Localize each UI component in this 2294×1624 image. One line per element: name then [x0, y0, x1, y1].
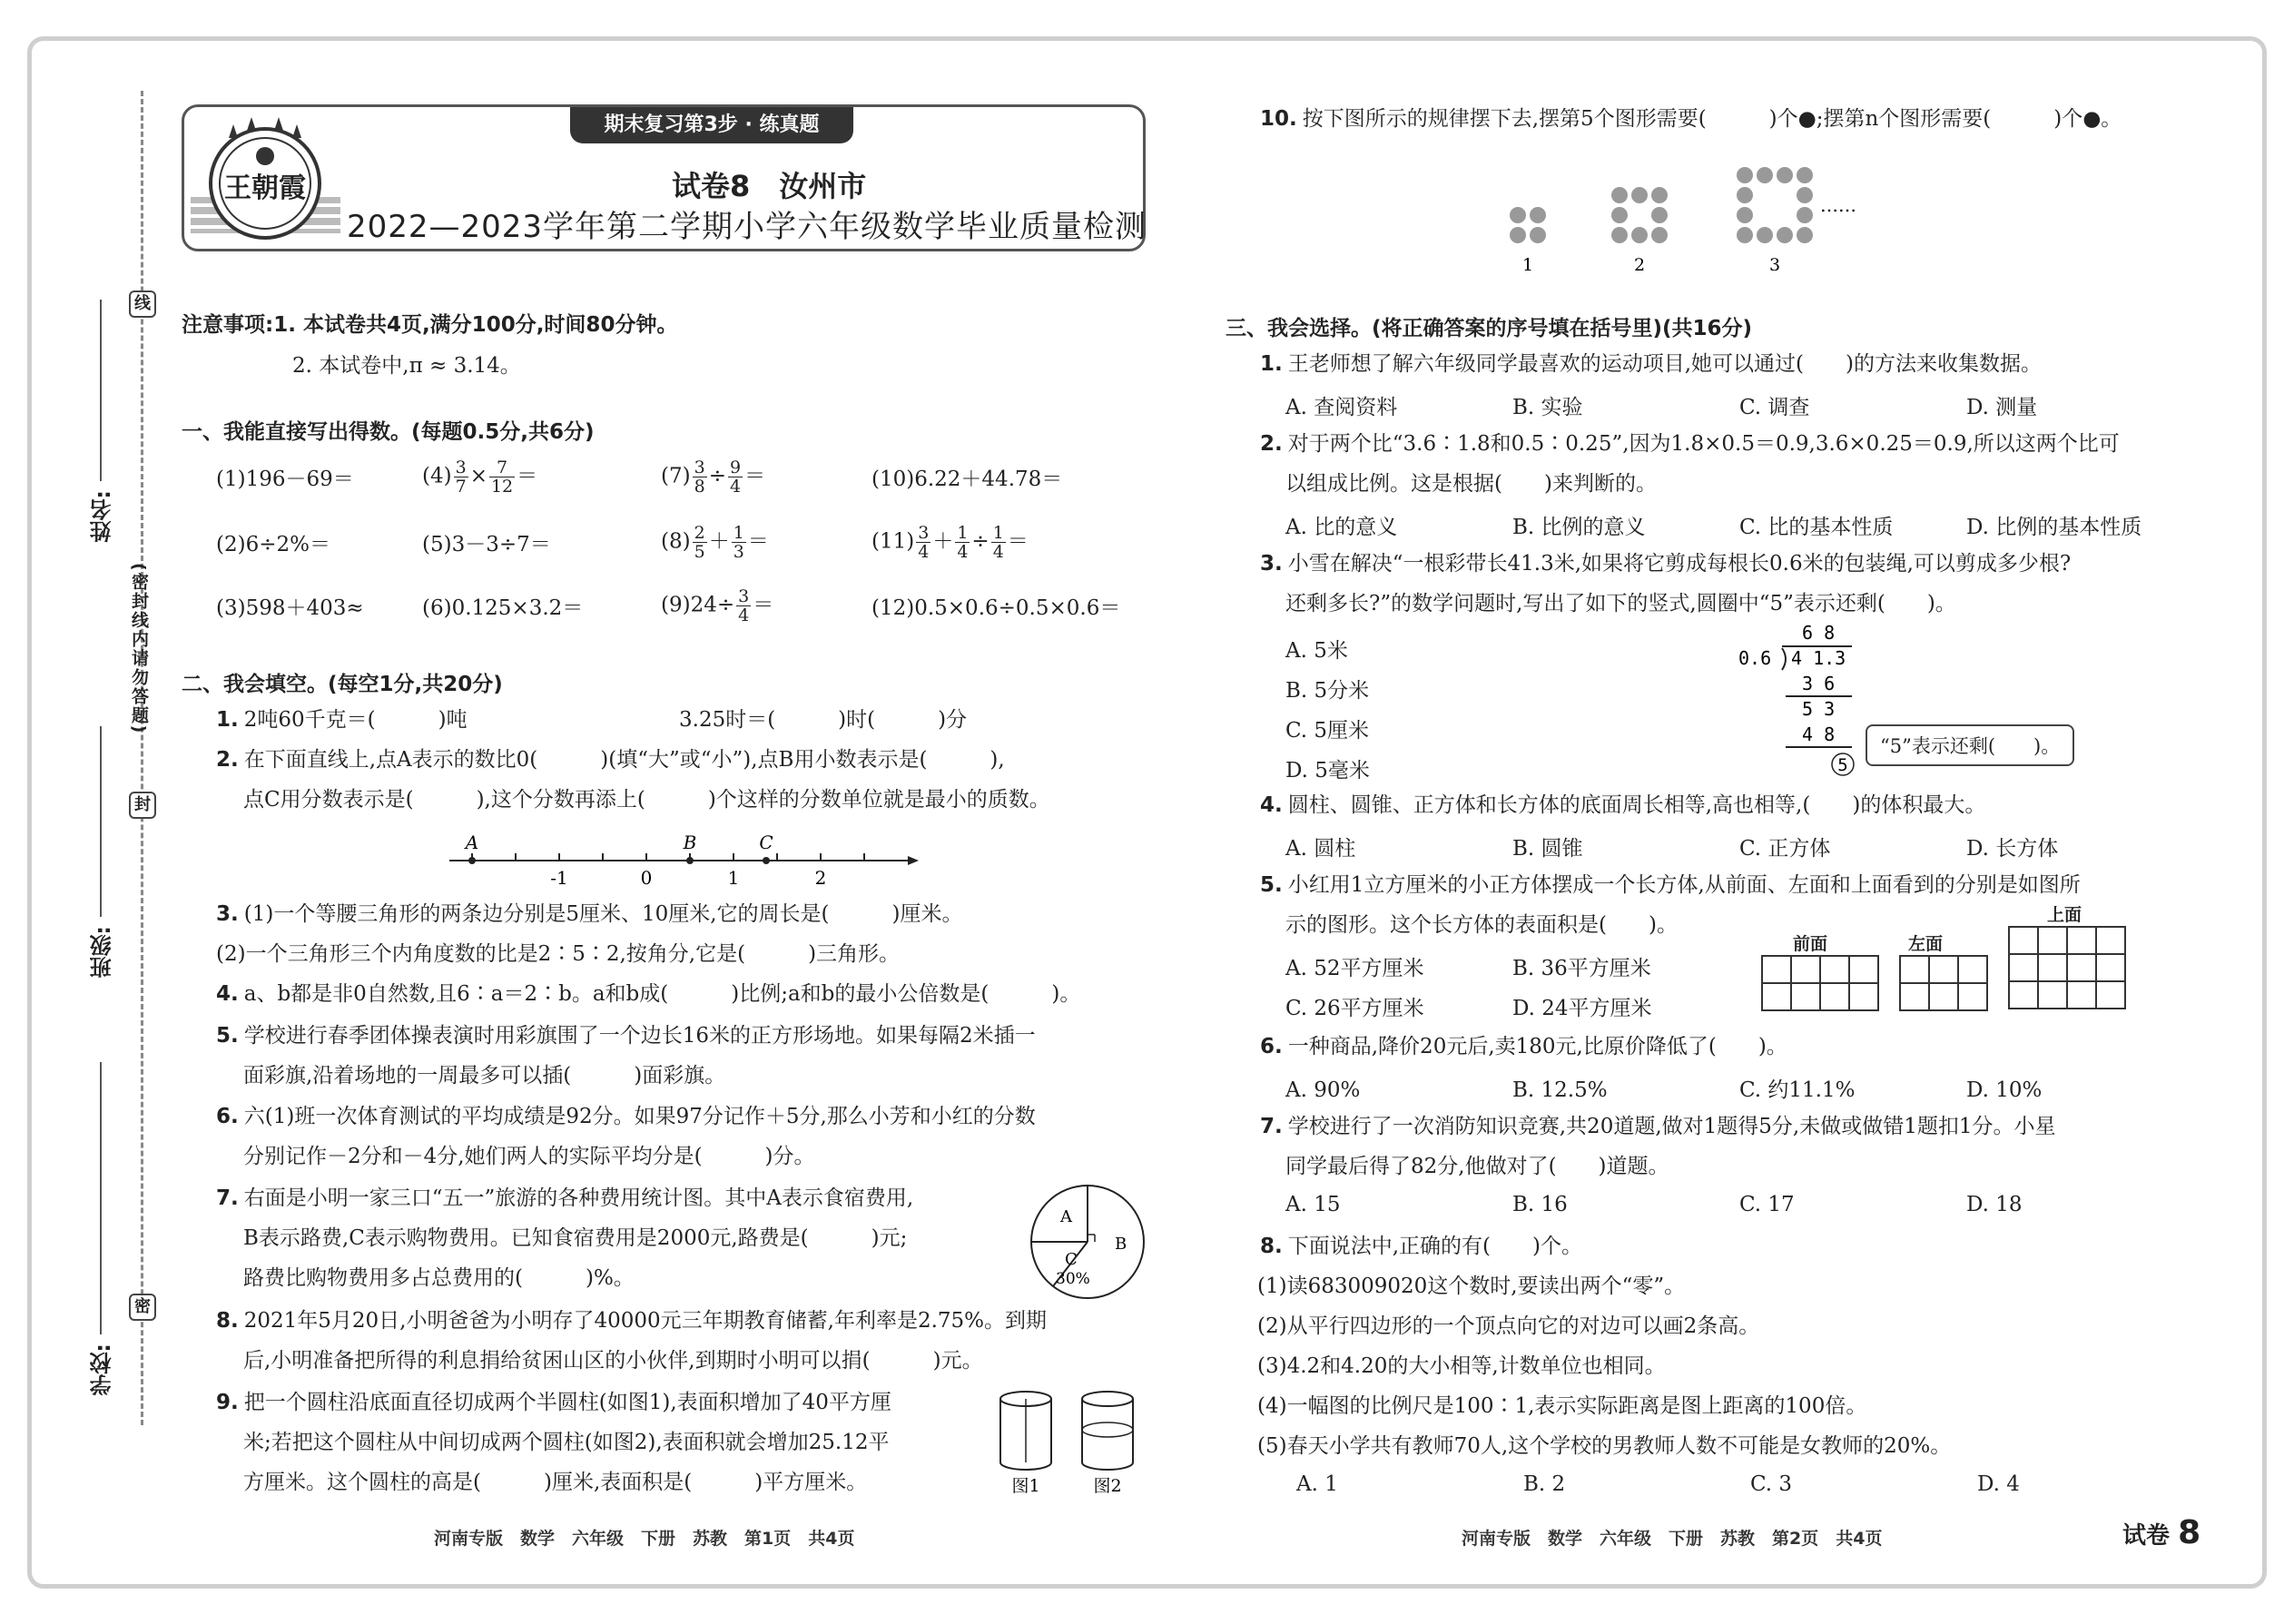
- choice-q1: 1. 王老师想了解六年级同学最喜欢的运动项目,她可以通过( )的方法来收集数据。: [1260, 352, 2043, 376]
- svg-text:0: 0: [640, 867, 653, 889]
- point-c: [763, 857, 770, 864]
- class-label: 班级:: [90, 926, 115, 979]
- choice-q3b: 还剩多长?”的数学问题时,写出了如下的竖式,圆圈中“5”表示还剩( )。: [1285, 592, 1956, 615]
- cylinder-figures: [989, 1384, 1153, 1502]
- view-left-grid: [1899, 955, 1988, 1011]
- svg-text:C: C: [759, 832, 773, 853]
- fill-q9c: 方厘米。这个圆柱的高是( )厘米,表面积是( )平方厘米。: [243, 1471, 868, 1494]
- choice-q2b: 以组成比例。这是根据( )来判断的。: [1285, 472, 1657, 496]
- choice-q7a: 7. 学校进行了一次消防知识竞赛,共20道题,做对1题得5分,未做或做错1题扣1分。小星: [1260, 1115, 2056, 1138]
- choice-q5-options-1: A. 52平方厘米 B. 36平方厘米: [1285, 957, 1651, 980]
- choice-q6-options: A. 90% B. 12.5% C. 约11.1% D. 10%: [1285, 1078, 2043, 1102]
- brand-logo: [186, 111, 345, 245]
- svg-text:B: B: [683, 832, 697, 853]
- statement-2: (2)从平行四边形的一个顶点向它的对边可以画2条高。: [1257, 1314, 1760, 1338]
- footer-right: 河南专版 数学 六年级 下册 苏教 第2页 共4页: [1462, 1529, 1883, 1549]
- class-field[interactable]: [100, 726, 102, 917]
- choice-q5a: 5. 小红用1立方厘米的小正方体摆成一个长方体,从前面、左面和上面看到的分别是如图所: [1260, 873, 2081, 897]
- calc-3: (3)598＋403≈: [216, 596, 364, 620]
- svg-text:5: 5: [1837, 755, 1848, 775]
- calc-12: (12)0.5×0.6÷0.5×0.6＝: [871, 596, 1121, 620]
- binding-mark-secret: 密: [129, 1294, 156, 1321]
- exam-badge: 试卷 8: [2122, 1514, 2201, 1551]
- school-label: 学校:: [90, 1343, 115, 1396]
- svg-text:3: 3: [1768, 255, 1781, 275]
- fill-q10: 10. 按下图所示的规律摆下去,摆第5个图形需要( )个●;摆第n个图形需要( )个●。: [1260, 107, 2122, 131]
- fill-q2b: 点C用分数表示是( ),这个分数再添上( )个这样的分数单位就是最小的质数。: [243, 788, 1050, 812]
- svg-text:1: 1: [1521, 255, 1534, 275]
- point-a: [468, 857, 476, 864]
- fill-q7c: 路费比购物费用多占总费用的( )%。: [243, 1266, 635, 1290]
- long-division: [1738, 619, 1875, 782]
- svg-text:30%: 30%: [1056, 1270, 1090, 1288]
- choice-q6: 6. 一种商品,降价20元后,卖180元,比原价降低了( )。: [1260, 1035, 1787, 1058]
- choice-q8: 8. 下面说法中,正确的有( )个。: [1260, 1235, 1583, 1258]
- calc-2: (2)6÷2%＝: [216, 533, 330, 556]
- svg-text:2: 2: [814, 867, 827, 889]
- view-front-label: 前面: [1793, 934, 1828, 954]
- svg-text:1: 1: [727, 867, 740, 889]
- name-field[interactable]: [100, 300, 102, 481]
- footer-left: 河南专版 数学 六年级 下册 苏教 第1页 共4页: [434, 1529, 855, 1549]
- remainder-callout: “5”表示还剩( )。: [1866, 724, 2074, 766]
- binding-note: (密封线内请勿答题): [129, 563, 149, 735]
- choice-q4-options: A. 圆柱 B. 圆锥 C. 正方体 D. 长方体: [1285, 837, 2059, 861]
- statement-3: (3)4.2和4.20的大小相等,计数单位也相同。: [1257, 1354, 1666, 1378]
- choice-q7b: 同学最后得了82分,他做对了( )道题。: [1285, 1155, 1669, 1178]
- number-line: [445, 826, 926, 890]
- section2-title: 二、我会填空。(每空1分,共20分): [182, 673, 503, 696]
- exam-title: 试卷8 汝州市: [672, 169, 867, 203]
- school-field[interactable]: [100, 1062, 102, 1334]
- svg-text:0.6: 0.6: [1738, 647, 1772, 669]
- pie-chart: [1024, 1178, 1151, 1305]
- view-left-label: 左面: [1908, 934, 1944, 954]
- fill-q4: 4. a、b都是非0自然数,且6∶a＝2∶b。a和b成( )比例;a和b的最小公倍数是( )。: [216, 982, 1081, 1006]
- fill-q9a: 9. 把一个圆柱沿底面直径切成两个半圆柱(如图1),表面积增加了40平方厘: [216, 1391, 891, 1414]
- choice-q3-options: A. 5米 B. 5分米 C. 5厘米 D. 5毫米: [1285, 639, 1370, 782]
- calc-9: (9)24÷ $\frac{3}{4}$ ＝: [661, 586, 774, 625]
- fill-q8b: 后,小明准备把所得的利息捐给贫困山区的小伙伴,到期时小明可以捐( )元。: [243, 1349, 983, 1373]
- name-label: 姓名:: [90, 490, 115, 543]
- view-front-grid: [1761, 955, 1879, 1011]
- fill-q1b: 3.25时＝( )时( )分: [679, 708, 968, 732]
- calc-10: (10)6.22＋44.78＝: [871, 468, 1063, 491]
- fill-q3a: 3. (1)一个等腰三角形的两条边分别是5厘米、10厘米,它的周长是( )厘米。: [216, 902, 963, 926]
- choice-q7-options: A. 15 B. 16 C. 17 D. 18: [1285, 1193, 2023, 1216]
- view-top-label: 上面: [2047, 905, 2082, 925]
- choice-q1-options: A. 查阅资料 B. 实验 C. 调查 D. 测量: [1285, 396, 2038, 419]
- svg-text:4 1.3: 4 1.3: [1791, 647, 1846, 669]
- calc-6: (6)0.125×3.2＝: [422, 596, 584, 620]
- section3-title: 三、我会选择。(将正确答案的序号填在括号里)(共16分): [1226, 317, 1753, 340]
- point-b: [686, 857, 694, 864]
- fill-q7a: 7. 右面是小明一家三口“五一”旅游的各种费用统计图。其中A表示食宿费用,: [216, 1186, 914, 1210]
- svg-text:……: ……: [1820, 194, 1856, 216]
- choice-q4: 4. 圆柱、圆锥、正方体和长方体的底面周长相等,高也相等,( )的体积最大。: [1260, 793, 1986, 817]
- step-tag: 期末复习第3步 · 练真题: [570, 107, 853, 143]
- binding-mark-seal: 封: [129, 792, 156, 819]
- fill-q9b: 米;若把这个圆柱从中间切成两个圆柱(如图2),表面积就会增加25.12平: [243, 1431, 890, 1454]
- exam-subtitle: 2022—2023学年第二学期小学六年级数学毕业质量检测: [347, 209, 1147, 245]
- statement-1: (1)读683009020这个数时,要读出两个“零”。: [1257, 1275, 1686, 1298]
- notice-line1: 注意事项:1. 本试卷共4页,满分100分,时间80分钟。: [182, 313, 678, 337]
- svg-text:A: A: [465, 832, 479, 853]
- choice-q5b: 示的图形。这个长方体的表面积是( )。: [1285, 913, 1678, 937]
- choice-q5-options-2: C. 26平方厘米 D. 24平方厘米: [1285, 997, 1652, 1020]
- statement-5: (5)春天小学共有教师70人,这个学校的男教师人数不可能是女教师的20%。: [1257, 1434, 1952, 1458]
- svg-text:王朝霞: 王朝霞: [224, 172, 306, 204]
- svg-text:-1: -1: [550, 867, 568, 889]
- svg-text:图1: 图1: [1011, 1476, 1040, 1496]
- fill-q2a: 2. 在下面直线上,点A表示的数比0( )(填“大”或“小”),点B用小数表示是( ),: [216, 748, 1005, 772]
- statement-4: (4)一幅图的比例尺是100∶1,表示实际距离是图上距离的100倍。: [1257, 1394, 1867, 1418]
- choice-q2a: 2. 对于两个比“3.6∶1.8和0.5∶0.25”,因为1.8×0.5＝0.9,3.6×0.25＝0.9,所以这两个比可: [1260, 432, 2120, 456]
- svg-text:4 8: 4 8: [1802, 723, 1836, 745]
- dot-pattern: [1507, 159, 1870, 277]
- binding-mark-line: 线: [129, 290, 156, 318]
- calc-11: (11) $\frac{3}{4}$ ＋ $\frac{1}{4}$ ÷ $\frac{1}{4}$ ＝: [871, 523, 1029, 562]
- choice-q2-options: A. 比的意义 B. 比例的意义 C. 比的基本性质 D. 比例的基本性质: [1285, 516, 2142, 539]
- fill-q1a: 1. 2吨60千克＝( )吨: [216, 708, 468, 732]
- calc-5: (5)3－3÷7＝: [422, 533, 551, 556]
- fill-q7b: B表示路费,C表示购物费用。已知食宿费用是2000元,路费是( )元;: [243, 1226, 908, 1250]
- choice-q3a: 3. 小雪在解决“一根彩带长41.3米,如果将它剪成每根长0.6米的包装绳,可以剪成多少根?: [1260, 552, 2072, 576]
- fill-q6a: 6. 六(1)班一次体育测试的平均成绩是92分。如果97分记作＋5分,那么小芳和小红的分数: [216, 1105, 1036, 1128]
- svg-text:3 6: 3 6: [1802, 673, 1836, 694]
- svg-text:5 3: 5 3: [1802, 698, 1836, 720]
- fill-q5b: 面彩旗,沿着场地的一周最多可以插( )面彩旗。: [243, 1064, 726, 1088]
- svg-text:A: A: [1060, 1207, 1072, 1226]
- fill-q5a: 5. 学校进行春季团体操表演时用彩旗围了一个边长16米的正方形场地。如果每隔2米插一: [216, 1024, 1036, 1048]
- svg-text:C: C: [1065, 1250, 1078, 1269]
- fill-q6b: 分别记作－2分和－4分,她们两人的实际平均分是( )分。: [243, 1145, 815, 1168]
- svg-text:6 8: 6 8: [1802, 622, 1836, 644]
- calc-4: (4) $\frac{3}{7}$ × $\frac{7}{12}$ ＝: [422, 458, 538, 497]
- svg-text:2: 2: [1633, 255, 1646, 275]
- section1-title: 一、我能直接写出得数。(每题0.5分,共6分): [182, 420, 595, 444]
- fill-q8a: 8. 2021年5月20日,小明爸爸为小明存了40000元三年期教育储蓄,年利率是2.75%。到期: [216, 1309, 1048, 1333]
- svg-text:图2: 图2: [1093, 1476, 1122, 1496]
- choice-q8-options: A. 1 B. 2 C. 3 D. 4: [1296, 1472, 2020, 1496]
- calc-1: (1)196－69＝: [216, 468, 354, 491]
- notice-line2: 2. 本试卷中,π ≈ 3.14。: [292, 354, 521, 378]
- svg-text:B: B: [1115, 1235, 1127, 1254]
- view-top-grid: [2008, 926, 2126, 1009]
- calc-8: (8) $\frac{2}{5}$ ＋ $\frac{1}{3}$ ＝: [661, 523, 769, 562]
- fill-q3b: (2)一个三角形三个内角度数的比是2∶5∶2,按角分,它是( )三角形。: [216, 942, 901, 966]
- calc-7: (7) $\frac{3}{8}$ ÷ $\frac{9}{4}$ ＝: [661, 458, 766, 497]
